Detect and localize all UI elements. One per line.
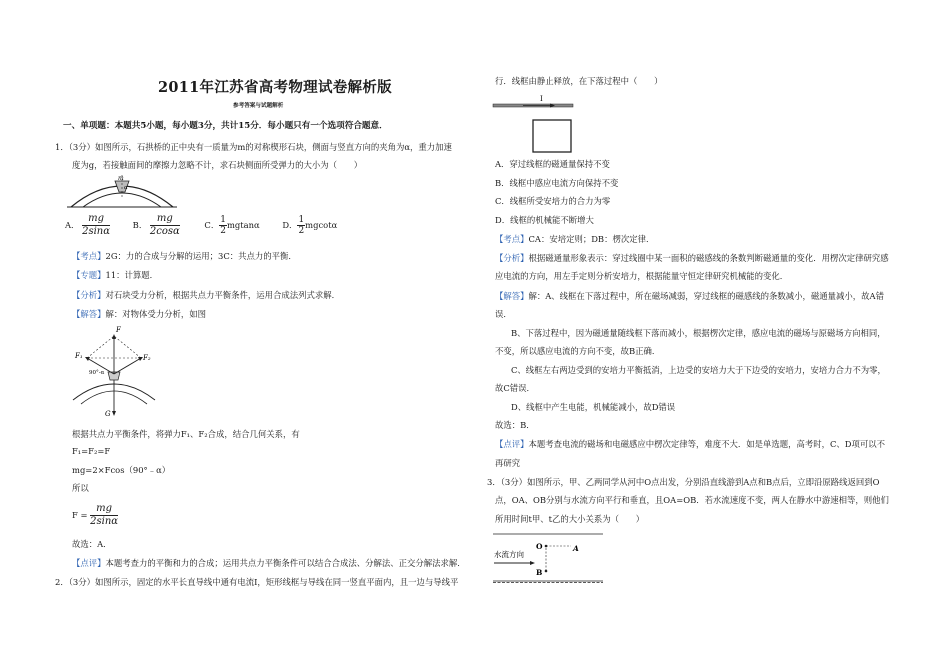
q3-stem-line3: 所用时间t甲、t乙的大小关系为（ ） (495, 514, 645, 524)
q1-option-d-num: 1 (298, 215, 305, 225)
q2-option-a[interactable]: A．穿过线框的磁通量保持不变 (495, 159, 610, 169)
section-heading: 一、单项题：本题共5小题，每小题3分，共计15分．每小题只有一个选项符合题意． (63, 121, 388, 131)
q1-option-d-den: 2 (298, 226, 305, 236)
q3-fig-B: B (536, 568, 543, 577)
q2-kaodian-text: CA：安培定则；DB：楞次定律． (528, 234, 655, 244)
q3-fig-flow: 水流方向 (494, 550, 524, 559)
q1-option-c-den: 2 (220, 226, 226, 236)
q2-fig-I: I (540, 95, 543, 103)
q1-fig-alpha: α (124, 185, 128, 191)
q1-jieda-tag: 【解答】 (72, 309, 106, 319)
q1-kaodian-tag: 【考点】 (72, 251, 106, 261)
page-title: 2011年江苏省高考物理试卷解析版 (158, 79, 392, 96)
q2-jieda-text1: 解：A、线框在下落过程中，所在磁场减弱，穿过线框的磁感线的条数减小，磁通量减小，故A错 (528, 291, 884, 301)
q1-formula-lhs: F = (72, 510, 88, 520)
q1-fig-m: m (118, 175, 124, 182)
q1-dianping-tag: 【点评】 (72, 558, 106, 568)
q2-jieda-c1: C、线框左右两边受到的安培力平衡抵消，上边受的安培力大于下边受的安培力，安培力合力不为零， (511, 365, 886, 375)
q1-formula (72, 503, 118, 528)
q2-answer: 故选：B． (495, 420, 535, 430)
q1-option-b[interactable] (133, 213, 180, 238)
q1-force-diagram (69, 322, 159, 420)
q2-jieda-d: D、线框中产生电能，机械能减小，故D错误 (511, 402, 676, 412)
q1-option-c[interactable] (204, 215, 259, 236)
q1-option-a[interactable] (65, 213, 110, 238)
q1-jieda-text: 解：对物体受力分析，如图 (105, 309, 206, 319)
q2-fenxi-text1: 根据磁通量形象表示：穿过线圈中某一面积的磁感线的条数判断磁通量的变化．用楞次定律研究感 (528, 253, 889, 263)
q1-option-a-label: A． (65, 220, 80, 230)
q1-zhuanti (72, 269, 158, 281)
q1-zhuanti-text: 11：计算题． (105, 270, 159, 280)
q2-jieda (495, 290, 884, 302)
q1-option-b-num: mg (150, 213, 180, 226)
q1-option-b-label: B． (132, 220, 148, 230)
q2-fenxi (495, 252, 889, 264)
q2-dianping-tag: 【点评】 (495, 439, 529, 449)
q2-stem-line2: 行．线框由静止释放，在下落过程中（ ） (495, 76, 663, 86)
q3-stem-line1: 3．（3分）如图所示，甲、乙两同学从河中O点出发，分别沿直线游到A点和B点后，立即沿原路线返回到O (487, 477, 880, 487)
q3-fig-A: A (573, 544, 579, 553)
q1-formula-num: mg (90, 503, 118, 516)
q3-stem-line2: 点，OA、OB分别与水流方向平行和垂直，且OA=OB．若水流速度不变，两人在静水中游速相等，则他们 (495, 495, 889, 505)
q1-dianping (72, 557, 466, 569)
q1-line-a: 根据共点力平衡条件，将弹力F₁、F₂合成，结合几何关系，有 (72, 429, 300, 439)
q1-fig-G: G (105, 410, 111, 418)
q2-stem-line1: 2．（3分）如图所示，固定的水平长直导线中通有电流I，矩形线框与导线在同一竖直平面内，且一边与导线平 (55, 577, 459, 587)
q1-zhuanti-tag: 【专题】 (72, 270, 106, 280)
q1-options (65, 213, 337, 238)
q1-kaodian (72, 250, 297, 262)
q1-option-d[interactable] (282, 215, 337, 236)
q2-dianping-line2: 再研究 (495, 458, 521, 468)
q1-fenxi (72, 289, 340, 301)
q1-option-b-den: 2cosα (149, 226, 180, 237)
q2-jieda-b1: B、下落过程中，因为磁通量随线框下落而减小，根据楞次定律，感应电流的磁场与原磁场方向相同， (511, 328, 886, 338)
q1-dianping-text: 本题考查力的平衡和力的合成；运用共点力平衡条件可以结合合成法、分解法、正交分解法求解． (105, 558, 466, 568)
q2-jieda-line2: 误． (495, 309, 512, 319)
q1-option-c-label: C． (204, 220, 220, 230)
q3-fig-O: O (536, 542, 543, 551)
q1-fig-F1: F₁ (75, 352, 83, 360)
q2-dianping-text1: 本题考查电流的磁场和电磁感应中楞次定律等，难度不大．如是单选题，高考时，C、D项可以不 (528, 439, 885, 449)
q1-kaodian-text: 2G：力的合成与分解的运用；3C：共点力的平衡． (105, 251, 297, 261)
q1-option-c-num: 1 (220, 215, 226, 225)
q1-fig-F2: F₂ (143, 354, 151, 362)
q2-jieda-tag: 【解答】 (495, 291, 529, 301)
q2-kaodian-tag: 【考点】 (495, 234, 529, 244)
q1-line-b: F₁=F₂=F (72, 446, 111, 456)
q1-line-d: 所以 (72, 483, 89, 493)
q3-river-figure (493, 533, 603, 585)
q1-option-d-label: D． (282, 220, 298, 230)
q1-stem-line1: 1．（3分）如图所示，石拱桥的正中央有一质量为m的对称楔形石块，侧面与竖直方向的夹角为α，重力加速 (55, 142, 452, 152)
q1-option-a-num: mg (82, 213, 110, 226)
q1-fig-angle: 90°-α (89, 370, 105, 376)
q1-answer: 故选：A． (72, 539, 112, 549)
q1-fenxi-text: 对石块受力分析，根据共点力平衡条件，运用合成法列式求解． (105, 290, 340, 300)
q1-jieda (72, 308, 206, 320)
q2-kaodian (495, 233, 654, 245)
q2-option-c[interactable]: C．线框所受安培力的合力为零 (495, 196, 611, 206)
q1-line-c: mg=2×Fcos（90°﹣α） (72, 465, 171, 475)
q1-formula-den: 2sinα (90, 516, 119, 527)
q1-arch-figure (67, 173, 177, 209)
q2-option-d[interactable]: D．线框的机械能不断增大 (495, 215, 594, 225)
page-subtitle: 参考答案与试题解析 (233, 103, 284, 109)
q2-jieda-c2: 故C错误． (495, 383, 535, 393)
q1-option-d-tail: mgcotα (305, 220, 338, 230)
q1-option-a-den: 2sinα (82, 226, 110, 237)
q2-jieda-b2: 不变，所以感应电流的方向不变，故B正确． (495, 346, 661, 356)
q1-fig-F: F (116, 326, 121, 334)
q2-fenxi-line2: 应电流的方向，用左手定则分析安培力，根据能量守恒定律研究机械能的变化． (495, 271, 789, 281)
q2-fenxi-tag: 【分析】 (495, 253, 529, 263)
q2-dianping (495, 438, 885, 450)
q1-option-c-tail: mgtanα (226, 220, 260, 230)
q1-stem-line2: 度为g，若接触面间的摩擦力忽略不计，求石块侧面所受弹力的大小为（ ） (72, 160, 363, 170)
q2-wire-loop-figure (493, 93, 573, 155)
q2-option-b[interactable]: B．线框中感应电流方向保持不变 (495, 178, 619, 188)
q1-fenxi-tag: 【分析】 (72, 290, 106, 300)
